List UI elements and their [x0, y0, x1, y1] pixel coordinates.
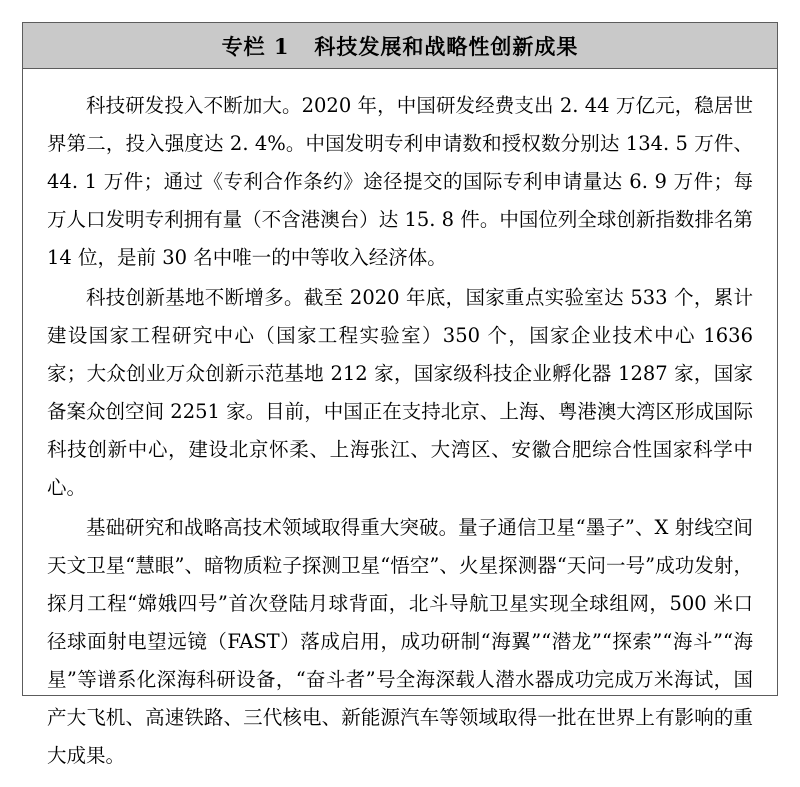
- paragraph-1: 科技研发投入不断加大。2020 年，中国研发经费支出 2. 44 万亿元，稳居世界第二，投入强度达 2. 4%。中国发明专利申请数和授权数分别达 134. 5 万件、44. 1 万件；通过《专利合作条约》途径提交的国际专利申请量达 6. 9 万件；每万人口发明专利拥有量（不含港澳台）达 15. 8 件。中国位列全球创新指数排名第 14 位，是前 30 名中唯一的中等收入经济体。: [47, 94, 753, 269]
- callout-box-header: [23, 23, 777, 69]
- paragraph-3: 基础研究和战略高技术领域取得重大突破。量子通信卫星“墨子”、X 射线空间天文卫星“慧眼”、暗物质粒子探测卫星“悟空”、火星探测器“天问一号”成功发射，探月工程“嫦娥四号”首次登陆月球背面，北斗导航卫星实现全球组网，500 米口径球面射电望远镜（FAST）落成启用，成功研制“海翼”“潜龙”“探索”“海斗”“海星”等谱系化深海科研设备，“奋斗者”号全海深载人潜水器成功完成万米海试，国产大飞机、高速铁路、三代核电、新能源汽车等领域取得一批在世界上有影响的重大成果。: [47, 516, 753, 767]
- callout-box-body: [23, 69, 777, 787]
- callout-box: [22, 22, 778, 767]
- paragraph-2: 科技创新基地不断增多。截至 2020 年底，国家重点实验室达 533 个，累计建设国家工程研究中心（国家工程实验室）350 个，国家企业技术中心 1636 家；大众创业万众创新示范基地 212 家，国家级科技企业孵化器 1287 家，国家备案众创空间 2251 家。目前，中国正在支持北京、上海、粤港澳大湾区形成国际科技创新中心，建设北京怀柔、上海张江、大湾区、安徽合肥综合性国家科学中心。: [47, 286, 753, 499]
- callout-box-title: 专栏 1 科技发展和战略性创新成果: [221, 33, 579, 59]
